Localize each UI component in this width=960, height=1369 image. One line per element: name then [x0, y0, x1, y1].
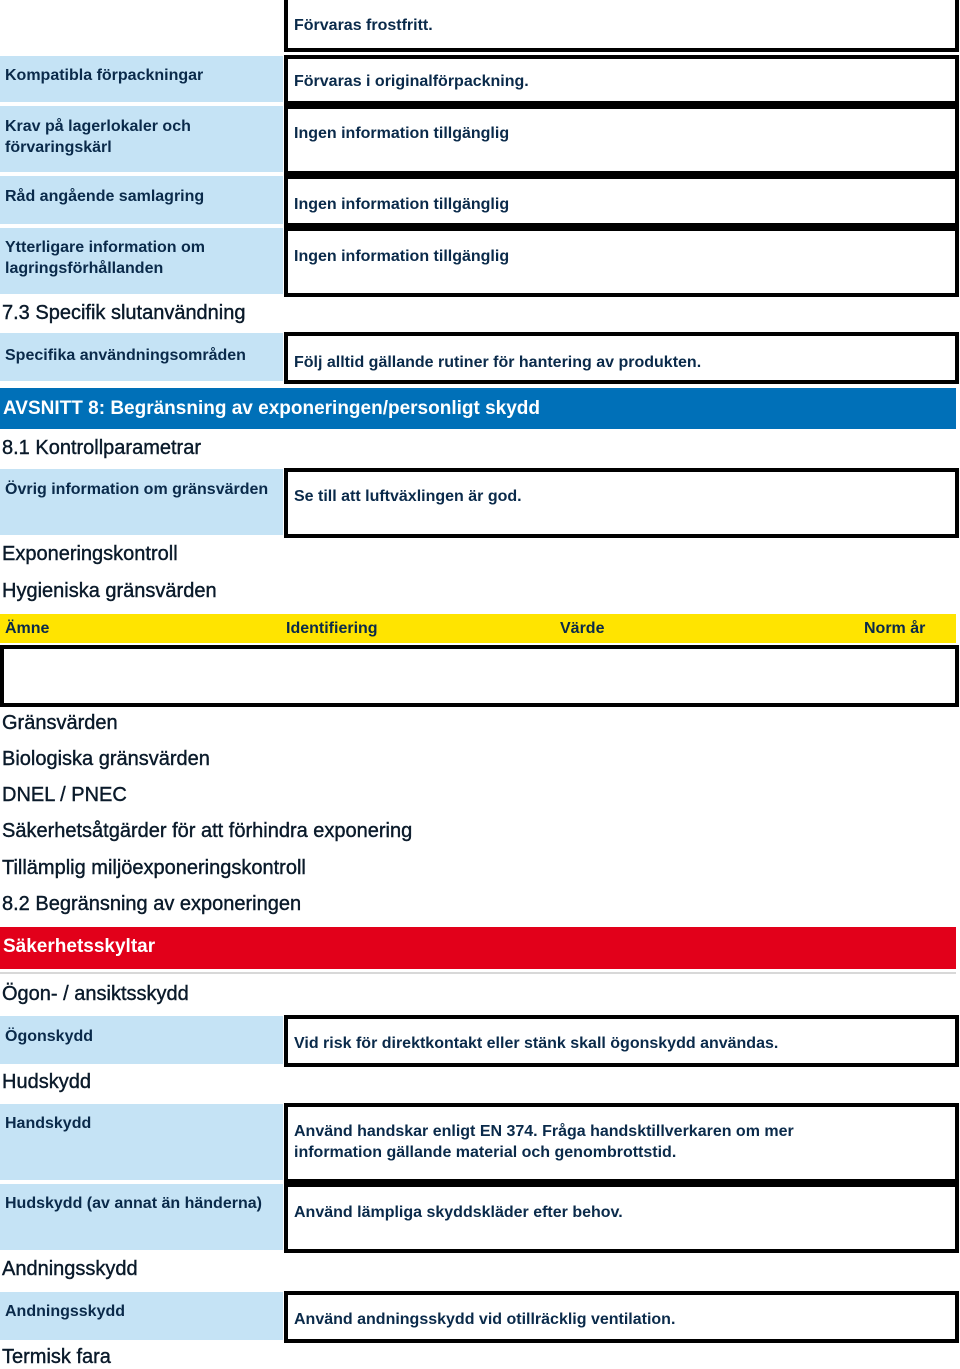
col-value: Värde — [560, 620, 605, 637]
dnel-pnec-heading: DNEL / PNEC — [2, 784, 127, 806]
other-limit-info-label: Övrig information om gränsvärden — [0, 469, 283, 535]
other-limit-info-value: Se till att luftväxlingen är god. — [284, 468, 959, 538]
eye-face-protection-heading: Ögon- / ansiktsskydd — [2, 983, 189, 1005]
thermal-hazard-heading: Termisk fara — [2, 1346, 111, 1368]
section-8-1-heading: 8.1 Kontrollparametrar — [2, 437, 201, 459]
hand-protection-label: Handskydd — [0, 1104, 283, 1180]
hygienic-limits-heading: Hygieniska gränsvärden — [2, 580, 217, 602]
hygienic-limits-table-header — [0, 614, 956, 643]
respiratory-protection-value: Använd andningsskydd vid otillräcklig ventilation. — [284, 1291, 959, 1343]
eye-protection-value: Vid risk för direktkontakt eller stänk skall ögonskydd användas. — [284, 1015, 959, 1067]
co-storage-value: Ingen information tillgänglig — [284, 175, 959, 227]
body-protection-label: Hudskydd (av annat än händerna) — [0, 1184, 283, 1250]
storage-frostfree-value: Förvaras frostfritt. — [284, 0, 959, 52]
specific-uses-label: Specifika användningsområden — [0, 333, 283, 381]
biological-limits-heading: Biologiska gränsvärden — [2, 748, 210, 770]
limit-values-heading: Gränsvärden — [2, 712, 118, 734]
compatible-packaging-label: Kompatibla förpackningar — [0, 56, 283, 102]
hand-protection-value: Använd handskar enligt EN 374. Fråga handsktillverkaren om mer information gällande material och genombrottstid. — [284, 1103, 959, 1183]
safety-signs-band: Säkerhetsskyltar — [0, 927, 956, 969]
storage-requirements-label: Krav på lagerlokaler och förvaringskärl — [0, 106, 283, 172]
divider-line — [0, 972, 956, 974]
col-substance: Ämne — [5, 620, 50, 637]
specific-uses-value: Följ alltid gällande rutiner för hantering av produkten. — [284, 332, 959, 384]
hygienic-limits-table-body — [0, 645, 959, 707]
body-protection-value: Använd lämpliga skyddskläder efter behov. — [284, 1183, 959, 1253]
exposure-control-heading: Exponeringskontroll — [2, 543, 178, 565]
respiratory-protection-heading: Andningsskydd — [2, 1258, 138, 1280]
additional-storage-label: Ytterligare information om lagringsförhållanden — [0, 228, 283, 294]
col-identification: Identifiering — [286, 620, 378, 637]
safety-measures-heading: Säkerhetsåtgärder för att förhindra exponering — [2, 820, 413, 842]
skin-protection-heading: Hudskydd — [2, 1071, 91, 1093]
section-7-3-heading: 7.3 Specifik slutanvändning — [2, 302, 246, 324]
col-norm-year: Norm år — [864, 620, 926, 637]
env-exposure-control-heading: Tillämplig miljöexponeringskontroll — [2, 857, 306, 879]
storage-requirements-value: Ingen information tillgänglig — [284, 105, 959, 175]
co-storage-label: Råd angående samlagring — [0, 176, 283, 224]
additional-storage-value: Ingen information tillgänglig — [284, 227, 959, 297]
section-8-2-heading: 8.2 Begränsning av exponeringen — [2, 893, 302, 915]
compatible-packaging-value: Förvaras i originalförpackning. — [284, 55, 959, 105]
respiratory-protection-label: Andningsskydd — [0, 1292, 283, 1340]
eye-protection-label: Ögonskydd — [0, 1016, 283, 1064]
section-8-band: AVSNITT 8: Begränsning av exponeringen/personligt skydd — [0, 388, 956, 429]
